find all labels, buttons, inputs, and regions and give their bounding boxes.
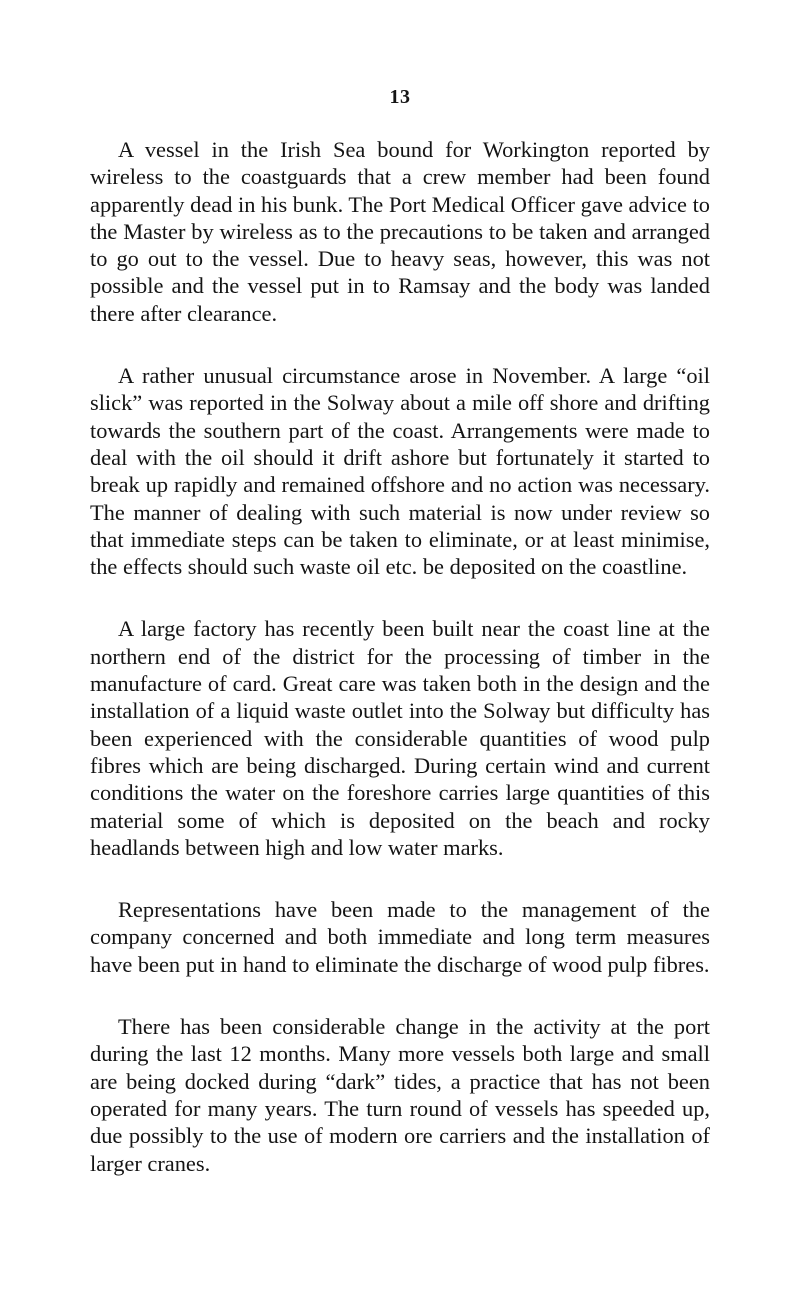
body-text [90,136,710,1212]
paragraph-vessel-irish-sea: A vessel in the Irish Sea bound for Workington reported by wireless to the coastguards that a crew member had been found apparently dead in his bunk. The Port Medical Officer gave advice to the Master by wireless as to the precautions to be taken and arranged to go out to the vessel. Due to heavy seas, however, this was not possible and the vessel put in to Ramsay and the body was landed there after clearance. [90,137,710,326]
paragraph-port-activity: There has been considerable change in the activity at the port during the last 12 months. Many more vessels both large and small are being docked during “dark” tides, a practice that has not been operated for many years. The turn round of vessels has speeded up, due possibly to the use of modern ore carriers and the installation of larger cranes. [90,1014,710,1176]
page-number: 13 [389,86,411,108]
paragraph-representations: Representations have been made to the management of the company concerned and both immediate and long term measures have been put in hand to eliminate the discharge of wood pulp fibres. [90,897,710,977]
paragraph-factory-wood-pulp: A large factory has recently been built near the coast line at the northern end of the district for the processing of timber in the manufacture of card. Great care was taken both in the design and the installation of a liquid waste outlet into the Solway but difficulty has been experienced with the considerable quantities of wood pulp fibres which are being discharged. During certain wind and current conditions the water on the foreshore carries large quantities of this material some of which is deposited on the beach and rocky headlands between high and low water marks. [90,616,710,860]
paragraph-oil-slick: A rather unusual circumstance arose in November. A large “oil slick” was reported in the Solway about a mile off shore and drifting towards the southern part of the coast. Arrangements were made to deal with the oil should it drift ashore but fortunately it started to break up rapidly and remained offshore and no action was necessary. The manner of dealing with such material is now under review so that immediate steps can be taken to eliminate, or at least minimise, the effects should such waste oil etc. be deposited on the coastline. [90,363,710,580]
